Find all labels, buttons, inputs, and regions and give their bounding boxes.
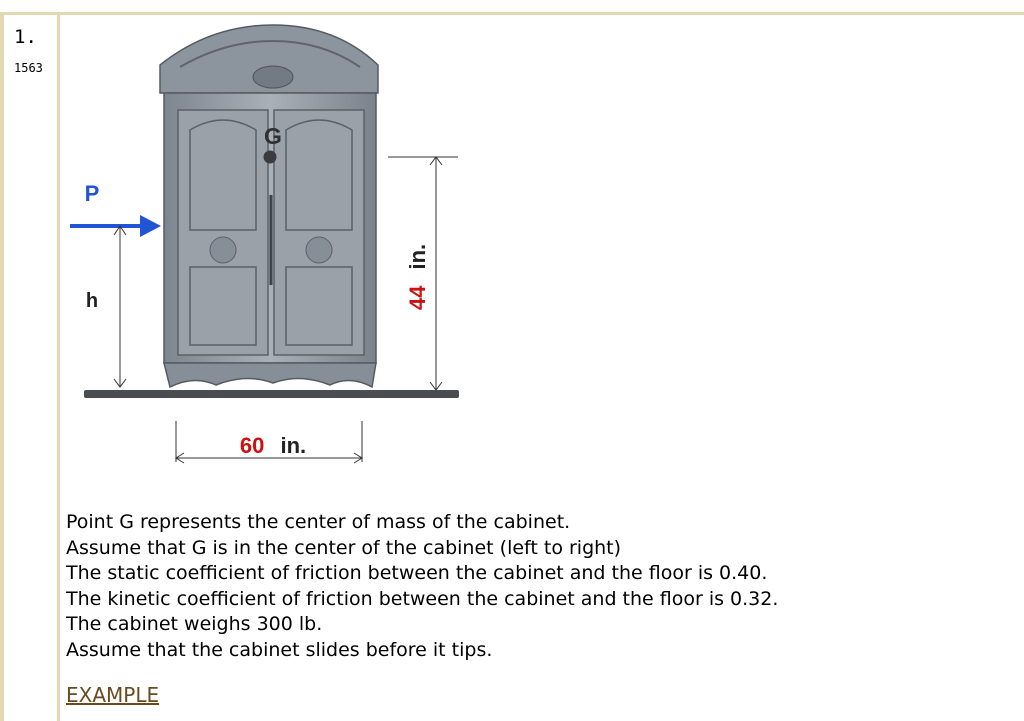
problem-line: Point G represents the center of mass of the cabinet. (66, 511, 571, 533)
width-60-dimension (176, 421, 362, 463)
width-dim-unit: in. (280, 433, 307, 458)
height-h-dimension (114, 226, 126, 387)
height-dim-value: 44 (405, 285, 430, 311)
frame-left-border (0, 12, 4, 721)
example-link[interactable]: EXAMPLE (66, 683, 160, 707)
height-dim-unit: in. (405, 243, 430, 270)
left-door (178, 110, 268, 355)
problem-line: The kinetic coefficient of friction between the cabinet and the floor is 0.32. (66, 587, 779, 610)
problem-line: Assume that the cabinet slides before it tips. (66, 638, 493, 661)
problem-statement (66, 510, 966, 663)
cabinet-base (164, 363, 376, 387)
cabinet-figure (60, 15, 490, 475)
floor-line (84, 390, 459, 398)
cabinet-drawing (160, 25, 378, 387)
problem-line: The static coefficient of friction between the cabinet and the floor is 0.40. (66, 562, 768, 584)
height-label: h (85, 290, 99, 312)
svg-text:44 in. (405, 244, 430, 310)
cog-label: G (264, 123, 282, 149)
force-label: P (84, 181, 100, 206)
problem-line: Assume that G is in the center of the cabinet (left to right) (66, 536, 622, 559)
question-id: 1563 (14, 61, 43, 75)
question-number: 1. (14, 26, 37, 48)
problem-line: The cabinet weighs 300 lb. (66, 613, 323, 635)
height-44-dimension (388, 157, 458, 390)
right-door (274, 110, 364, 355)
width-dim-value: 60 (239, 433, 265, 458)
force-arrow (70, 215, 161, 237)
svg-text:60 in. (240, 433, 306, 458)
